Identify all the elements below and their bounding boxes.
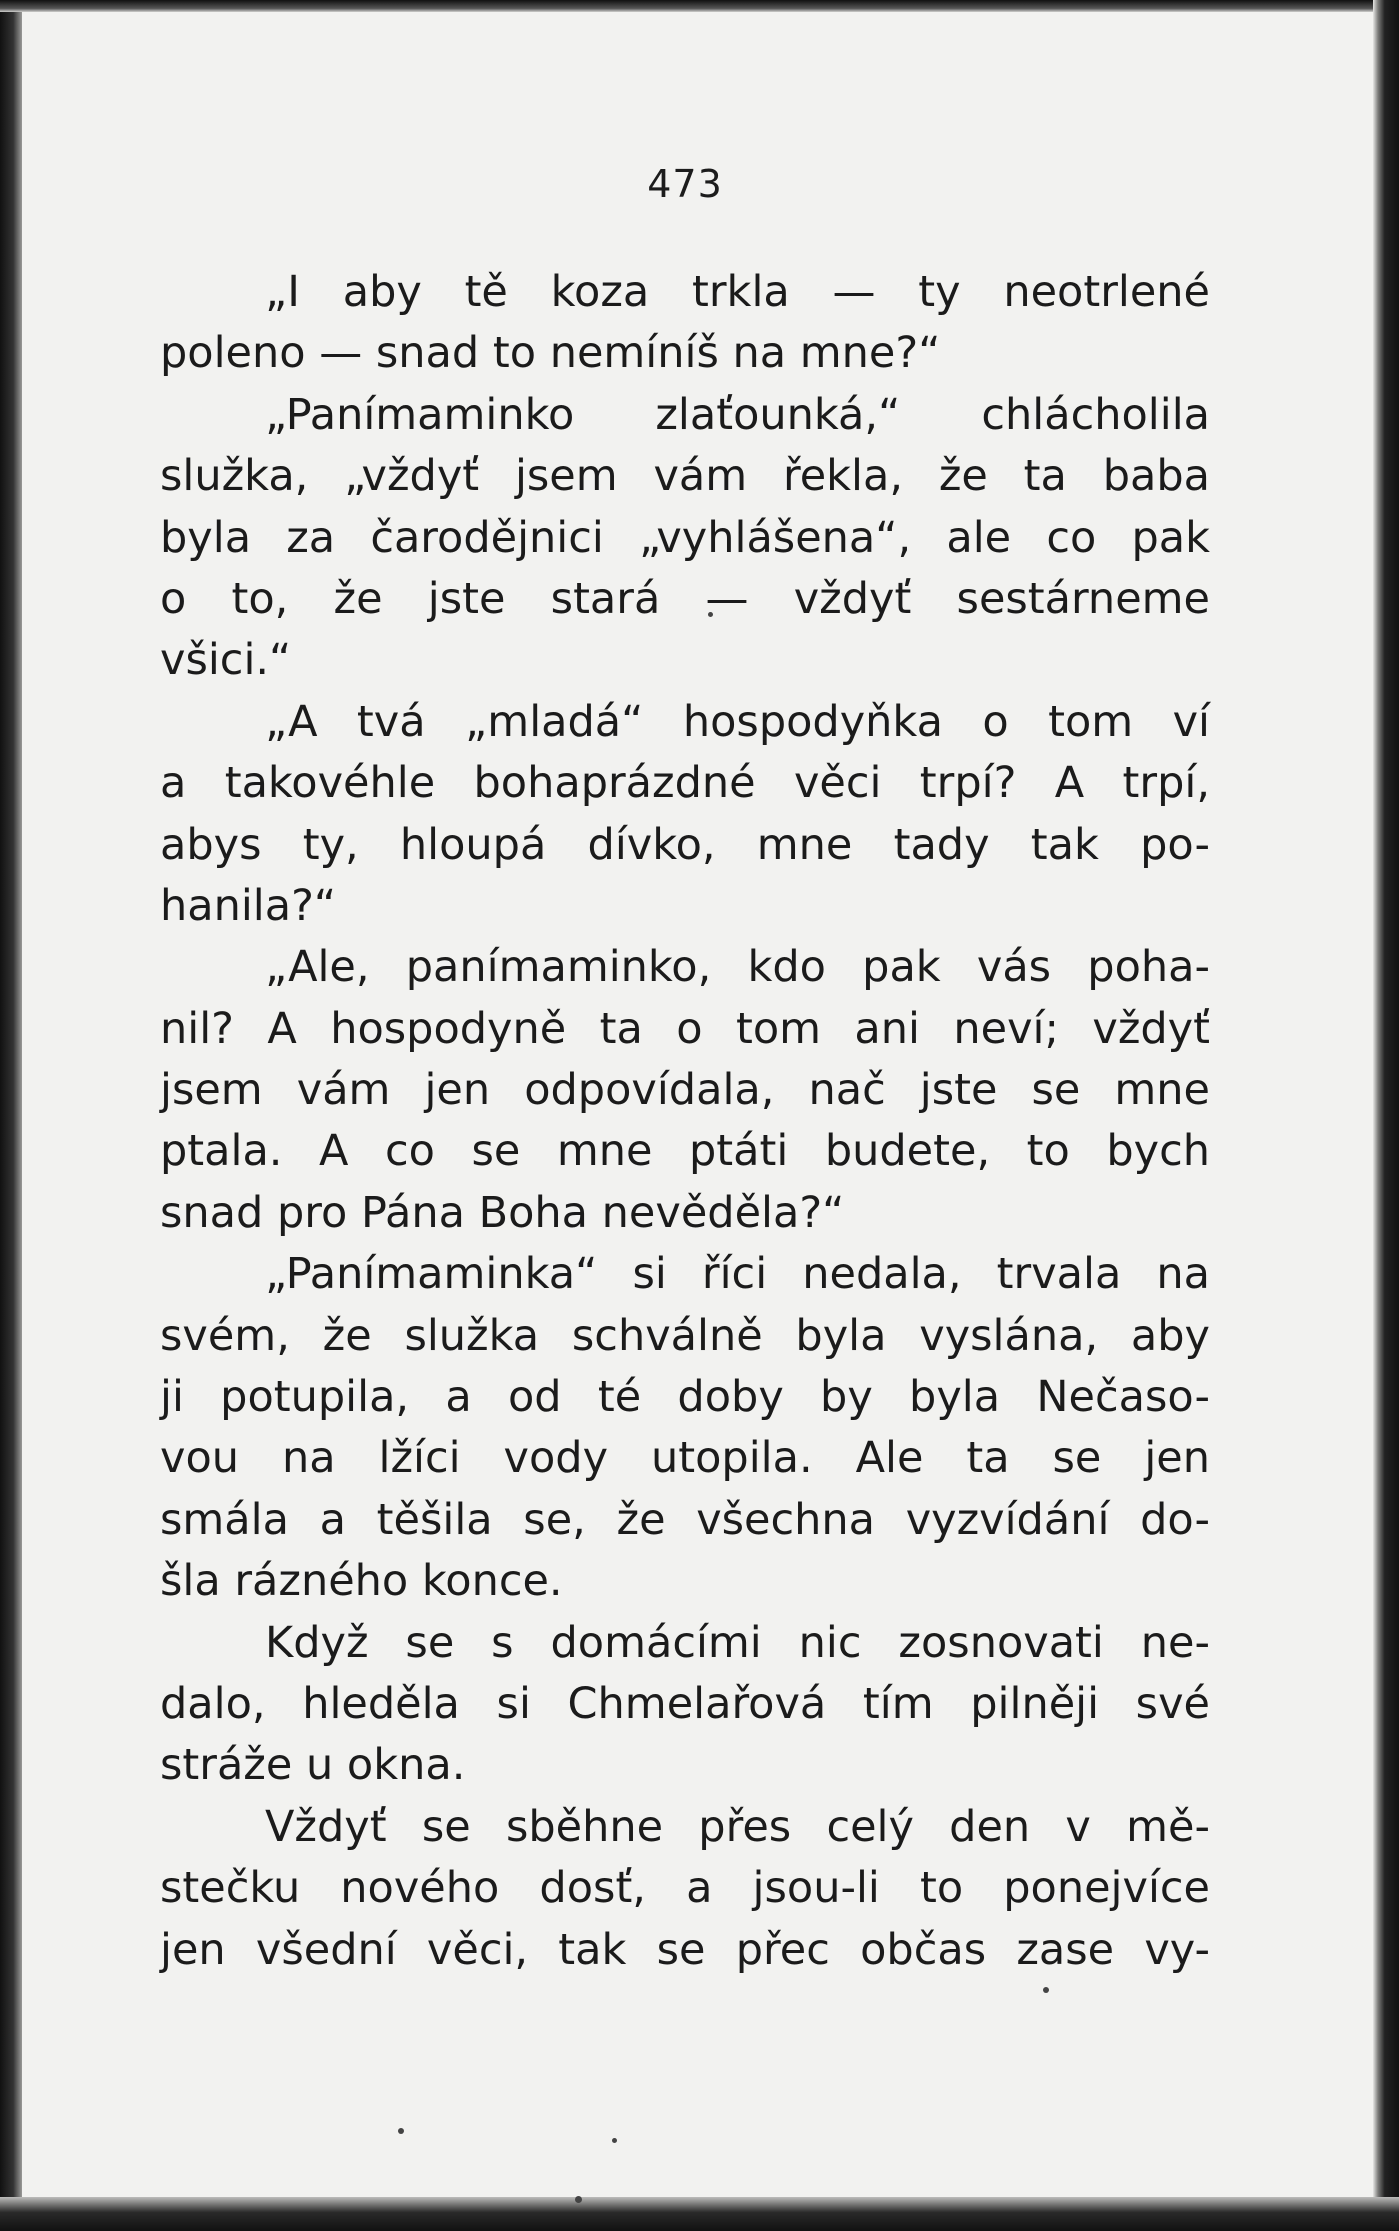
text-line: abys ty, hloupá dívko, mne tady tak po-	[160, 819, 1210, 870]
scan-speck	[612, 2138, 617, 2143]
text-line: dalo, hleděla si Chmelařová tím pilněji své	[160, 1678, 1210, 1729]
text-line: a takovéhle bohaprázdné věci trpí? A trpí,	[160, 758, 1210, 809]
text-line: vou na lžíci vody utopila. Ale ta se jen	[160, 1433, 1210, 1484]
text-line: Vždyť se sběhne přes celý den v mě-	[265, 1801, 1210, 1852]
text-line: šla rázného konce.	[160, 1556, 563, 1607]
scan-edge-left	[0, 0, 22, 2231]
text-line: smála a těšila se, že všechna vyzvídání do-	[160, 1494, 1210, 1545]
text-line: poleno — snad to nemíníš na mne?“	[160, 328, 941, 379]
text-line: byla za čarodějnici „vyhlášena“, ale co pak	[160, 512, 1210, 563]
text-line: hanila?“	[160, 880, 337, 931]
text-line: „A tvá „mladá“ hospodyňka o tom ví	[265, 696, 1210, 747]
scan-speck	[398, 2128, 404, 2134]
scan-edge-right	[1373, 0, 1399, 2231]
scan-speck	[1043, 1987, 1049, 1993]
text-line: Když se s domácími nic zosnovati ne-	[265, 1617, 1210, 1668]
text-line: „I aby tě koza trkla — ty neotrlené	[265, 267, 1210, 317]
page-number: 473	[647, 162, 723, 206]
scan-speck	[575, 2196, 582, 2203]
scan-edge-top	[0, 0, 1399, 12]
text-line: služka, „vždyť jsem vám řekla, že ta baba	[160, 451, 1210, 502]
text-line: svém, že služka schválně byla vyslána, aby	[160, 1310, 1210, 1361]
text-line: stečku nového dosť, a jsou-li to ponejvíce	[160, 1863, 1210, 1914]
text-line: ptala. A co se mne ptáti budete, to bych	[160, 1126, 1210, 1177]
text-line: stráže u okna.	[160, 1740, 466, 1791]
text-line: „Ale, panímaminko, kdo pak vás poha-	[265, 942, 1210, 993]
body-text	[160, 262, 1210, 1981]
text-line: jsem vám jen odpovídala, nač jste se mne	[160, 1065, 1210, 1116]
text-line: ji potupila, a od té doby by byla Nečaso-	[160, 1372, 1210, 1423]
text-line: snad pro Pána Boha nevěděla?“	[160, 1187, 845, 1238]
text-line: jen všední věci, tak se přec občas zase vy-	[160, 1924, 1210, 1975]
text-line: nil? A hospodyně ta o tom ani neví; vždyť	[160, 1003, 1210, 1054]
text-line: „Panímaminko zlaťounká,“ chlácholila	[265, 389, 1210, 440]
text-line: „Panímaminka“ si říci nedala, trvala na	[265, 1249, 1210, 1300]
scan-edge-bottom	[0, 2197, 1399, 2231]
text-line: všici.“	[160, 635, 292, 686]
text-line: o to, že jste stará — vždyť sestárneme	[160, 573, 1210, 624]
